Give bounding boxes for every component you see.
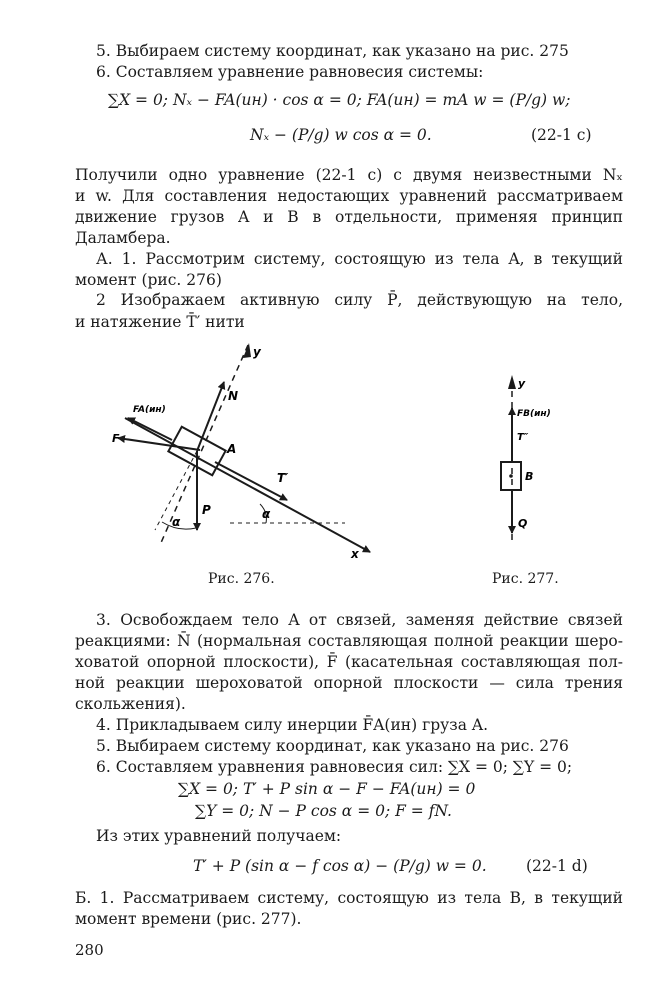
- label-fa: FA(ин): [133, 405, 166, 415]
- text-line-2: 6. Составляем уравнение равновесия системы:: [96, 63, 484, 81]
- text-line-16: 4. Прикладываем силу инерции F̄A(ин) груза A.: [96, 716, 489, 734]
- figure-277-caption: Рис. 277.: [492, 571, 559, 587]
- y-axis-arrowhead: [243, 343, 251, 358]
- text-line-9: 2 Изображаем активную силу P̄, действующую на тело,: [96, 291, 623, 309]
- label-p: P: [202, 503, 211, 517]
- equation-5: T′ + P (sin α − f cos α) − (P/g) w = 0.: [193, 857, 487, 875]
- inertia-force-arrow: [128, 418, 172, 440]
- text-line-6: Даламбера.: [75, 229, 171, 247]
- equation-3: ∑X = 0; T′ + P sin α − F − FA(ин) = 0: [178, 780, 476, 798]
- text-line-18: 6. Составляем уравнения равновесия сил: ∑X = 0; ∑Y = 0;: [96, 758, 573, 776]
- fig277-y-arrowhead: [508, 375, 516, 389]
- equation-2: Nₓ − (P/g) w cos α = 0.: [250, 126, 432, 144]
- label-t: T′: [277, 471, 289, 485]
- label-a: A: [227, 442, 237, 456]
- text-line-13: ховатой опорной плоскости), F̄ (касательная составляющая пол-: [75, 653, 623, 671]
- page-number: 280: [75, 941, 104, 959]
- normal-force-arrow: [197, 382, 224, 451]
- label-x: x: [351, 547, 359, 561]
- fig277-label-t: T″: [517, 432, 529, 443]
- equation-4: ∑Y = 0; N − P cos α = 0; F = fN.: [195, 802, 452, 820]
- text-line-8: момент (рис. 276): [75, 271, 222, 289]
- friction-force-arrow: [118, 438, 200, 450]
- fig277-label-fb: FB(ин): [517, 409, 551, 419]
- text-line-10: и натяжение T̄′ нити: [75, 313, 245, 331]
- text-line-5: движение грузов A и B в отдельности, применяя принцип: [75, 208, 623, 226]
- text-line-20: Б. 1. Рассматриваем систему, состоящую из тела B, в текущий: [75, 889, 623, 907]
- label-n: N: [228, 389, 239, 403]
- label-f: F: [112, 432, 120, 445]
- equation-5-number: (22-1 d): [526, 857, 588, 875]
- text-line-1: 5. Выбираем систему координат, как указано на рис. 275: [96, 42, 569, 60]
- label-y: y: [253, 345, 261, 359]
- fig277-label-y: y: [518, 377, 526, 390]
- text-line-4: и w. Для составления недостающих уравнений рассматриваем: [75, 187, 623, 205]
- equation-1: ∑X = 0; Nₓ − FA(ин) · cos α = 0; FA(ин) = mA w = (P/g) w;: [108, 91, 571, 109]
- text-line-11: 3. Освобождаем тело A от связей, заменяя действие связей: [96, 611, 623, 629]
- incline-x-axis: [125, 418, 370, 552]
- label-alpha-1: α: [172, 515, 181, 529]
- text-line-17: 5. Выбираем систему координат, как указано на рис. 276: [96, 737, 569, 755]
- fig277-label-q: Q: [518, 517, 528, 530]
- block-b-center: [509, 474, 513, 478]
- text-line-19: Из этих уравнений получаем:: [96, 827, 342, 845]
- text-line-3: Получили одно уравнение (22-1 c) с двумя неизвестными Nₓ: [75, 166, 623, 184]
- text-line-12: реакциями: N̄ (нормальная составляющая полной реакции шеро-: [75, 632, 623, 650]
- fig277-label-b: B: [525, 470, 534, 483]
- text-line-7: А. 1. Рассмотрим систему, состоящую из тела A, в текущий: [96, 250, 623, 268]
- figure-276-caption: Рис. 276.: [208, 571, 275, 587]
- label-alpha-2: α: [262, 507, 271, 521]
- equation-2-number: (22-1 c): [531, 126, 592, 144]
- text-line-15: скольжения).: [75, 695, 186, 713]
- text-line-14: ной реакции шероховатой опорной плоскости — сила трения: [75, 674, 623, 692]
- text-line-21: момент времени (рис. 277).: [75, 910, 302, 928]
